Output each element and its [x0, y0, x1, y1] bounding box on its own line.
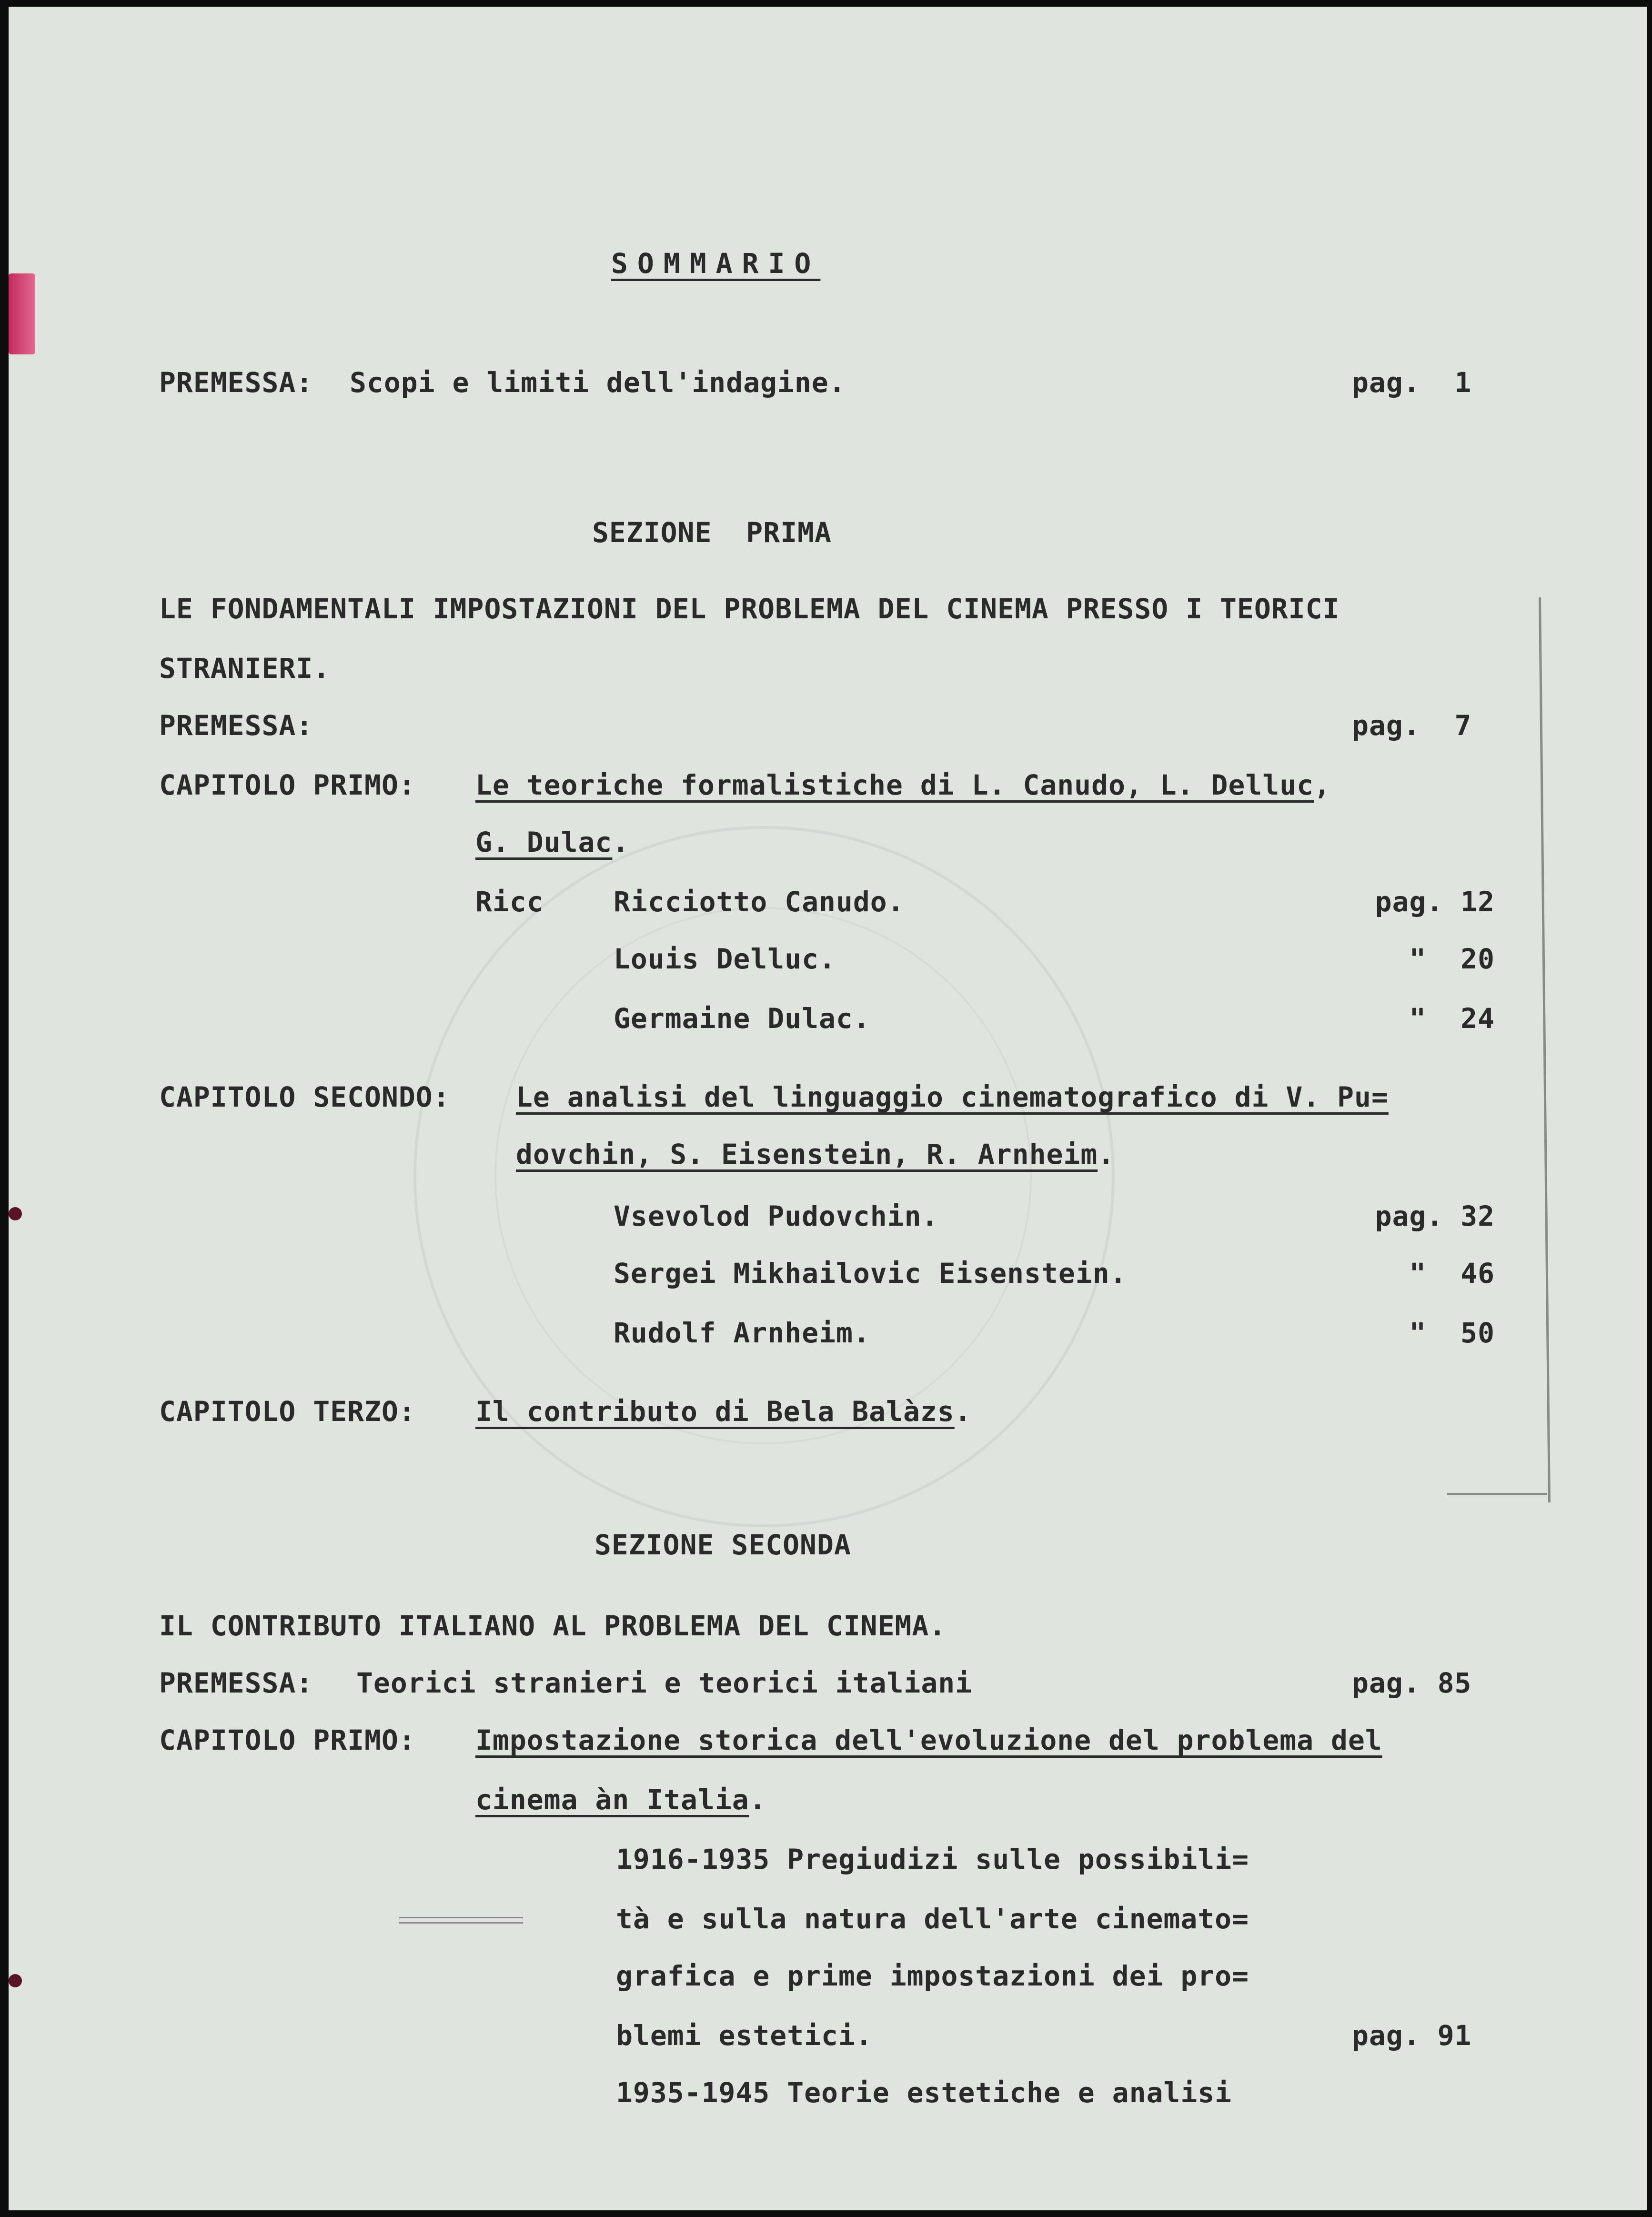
entry-name: Vsevolod Pudovchin.: [614, 1200, 939, 1232]
period-one-line: grafica e prime impostazioni dei pro=: [616, 1960, 1249, 1992]
chapter-two-title: Le analisi del linguaggio cinematografico di V. Pu=: [516, 1081, 1389, 1113]
binding-hole: [9, 1207, 22, 1220]
section-two-chapter-one-label: CAPITOLO PRIMO:: [159, 1724, 416, 1756]
entry-name: Germaine Dulac.: [614, 1002, 870, 1035]
section-two-chapter-one-title-cont-text: cinema àn Italia: [475, 1784, 749, 1816]
entry-page: " 50: [1409, 1317, 1495, 1349]
section-two-subtitle: IL CONTRIBUTO ITALIANO AL PROBLEMA DEL CINEMA.: [159, 1610, 947, 1642]
entry-name: Sergei Mikhailovic Eisenstein.: [614, 1257, 1127, 1290]
entry-name: Ricciotto Canudo.: [614, 886, 905, 918]
faded-stamp-inner: [494, 907, 1032, 1444]
section-two-premessa-label: PREMESSA:: [159, 1667, 313, 1699]
binding-ribbon: [9, 273, 35, 354]
section-two-premessa-page: pag. 85: [1352, 1667, 1472, 1699]
section-two-chapter-one-title-cont: [475, 1786, 766, 1814]
chapter-three-title-text: Il contributo di Bela Balàzs: [475, 1395, 955, 1428]
typed-dash-mark: [399, 1917, 523, 1924]
binding-hole: [9, 1974, 22, 1987]
premessa-text: Scopi e limiti dell'indagine.: [350, 366, 846, 399]
section-two-heading: SEZIONE SECONDA: [594, 1529, 851, 1561]
chapter-three-title-period: .: [954, 1395, 972, 1428]
premessa-label: PREMESSA:: [159, 366, 313, 399]
document-title: SOMMARIO: [611, 247, 821, 280]
entry-name: Rudolf Arnheim.: [614, 1317, 870, 1349]
period-two-line: 1935-1945 Teorie estetiche e analisi: [616, 2076, 1232, 2109]
chapter-three-title: [475, 1395, 972, 1428]
chapter-two-title-cont-text: dovchin, S. Eisenstein, R. Arnheim: [516, 1138, 1098, 1170]
chapter-three-label: CAPITOLO TERZO:: [159, 1395, 416, 1428]
chapter-one-prefix: Ricc: [475, 886, 544, 918]
chapter-one-title: [475, 771, 1331, 799]
chapter-two-title-cont: [516, 1140, 1115, 1168]
chapter-one-title-cont: [475, 828, 629, 856]
entry-page: " 24: [1409, 1002, 1495, 1035]
entry-page: pag. 32: [1375, 1200, 1495, 1232]
period-one-page: pag. 91: [1352, 2019, 1472, 2052]
typewritten-page: [9, 7, 1647, 2210]
chapter-two-label: CAPITOLO SECONDO:: [159, 1081, 450, 1113]
chapter-one-title-comma: ,: [1314, 769, 1331, 801]
premessa-page: pag. 1: [1352, 366, 1472, 399]
period-one-line: tà e sulla natura dell'arte cinemato=: [616, 1903, 1249, 1935]
chapter-two-title-period: .: [1098, 1138, 1115, 1170]
entry-page: " 20: [1409, 943, 1495, 975]
chapter-one-title-period: .: [612, 826, 630, 858]
pencil-bracket-bottom: [1447, 1493, 1547, 1495]
section-two-premessa-text: Teorici stranieri e teorici italiani: [356, 1667, 973, 1699]
entry-page: " 46: [1409, 1257, 1495, 1290]
section-one-subtitle: LE FONDAMENTALI IMPOSTAZIONI DEL PROBLEMA DEL CINEMA PRESSO I TEORICI: [159, 593, 1340, 625]
section-two-chapter-one-title: Impostazione storica dell'evoluzione del problema del: [475, 1724, 1382, 1756]
chapter-one-title-text: Le teoriche formalistiche di L. Canudo, L. Delluc: [475, 769, 1314, 801]
pencil-bracket-vertical: [1539, 597, 1551, 1502]
period-one-line: blemi estetici.: [616, 2019, 873, 2052]
section-one-subtitle-cont: STRANIERI.: [159, 652, 331, 685]
section-two-chapter-one-title-period: .: [749, 1784, 766, 1816]
chapter-one-label: CAPITOLO PRIMO:: [159, 769, 416, 801]
entry-name: Louis Delluc.: [614, 943, 836, 975]
chapter-one-title-cont-text: G. Dulac: [475, 826, 613, 858]
period-one-line: 1916-1935 Pregiudizi sulle possibili=: [616, 1843, 1249, 1875]
section-one-premessa-label: PREMESSA:: [159, 709, 313, 742]
section-one-premessa-page: pag. 7: [1352, 709, 1472, 742]
section-one-heading: SEZIONE PRIMA: [592, 516, 832, 549]
entry-page: pag. 12: [1375, 886, 1495, 918]
